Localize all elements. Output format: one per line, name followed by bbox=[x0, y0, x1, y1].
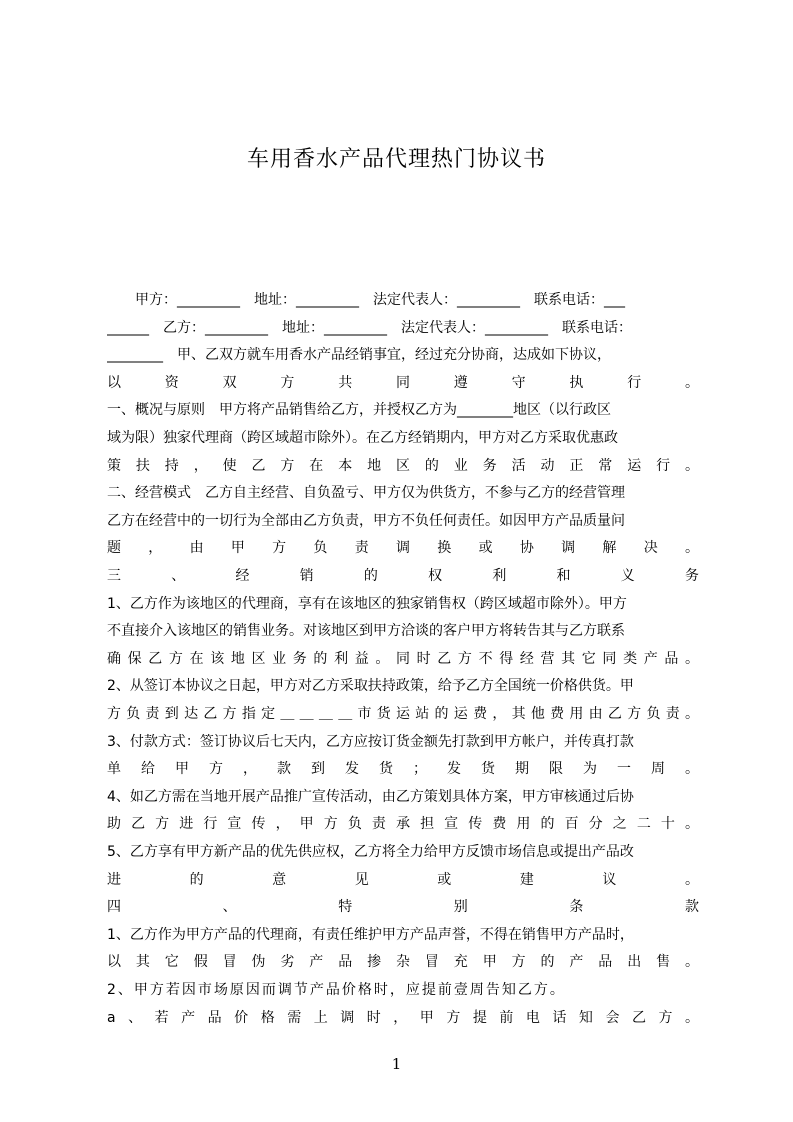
body-line: 5、乙方享有甲方新产品的优先供应权，乙方将全力给甲方反馈市场信息或提出产品改 bbox=[107, 844, 634, 860]
body-line: 一、概况与原则 甲方将产品销售给乙方，并授权乙方为________地区（以行政区 bbox=[107, 402, 611, 419]
body-line: 确保乙方在该地区业务的利益。同时乙方不得经营其它同类产品。 bbox=[107, 650, 699, 667]
body-line: 2、甲方若因市场原因而调节产品价格时，应提前壹周告知乙方。 bbox=[107, 982, 566, 998]
page-number: 1 bbox=[391, 1055, 402, 1073]
body-line: 四、特别条款 bbox=[107, 899, 699, 916]
body-line: 不直接介入该地区的销售业务。对该地区到甲方洽谈的客户甲方将转告其与乙方联系 bbox=[107, 623, 625, 640]
body-line: 以其它假冒伪劣产品掺杂冒充甲方的产品出售。 bbox=[107, 954, 699, 971]
body-line: 方负责到达乙方指定＿＿＿＿市货运站的运费，其他费用由乙方负责。 bbox=[107, 706, 699, 722]
body-line: 乙方在经营中的一切行为全部由乙方负责，甲方不负任何责任。如因甲方产品质量问 bbox=[107, 512, 625, 529]
body-line: 助乙方进行宣传，甲方负责承担宣传费用的百分之二十。 bbox=[107, 816, 699, 833]
body-line: 单给甲方，款到发货；发货期限为一周。 bbox=[107, 761, 699, 778]
body-line: 以资双方共同遵守执行。 bbox=[107, 374, 699, 391]
body-line: ______ 乙方：_________ 地址：_________ 法定代表人：_________ 联系电话： bbox=[107, 319, 632, 336]
body-line: 甲方：_________ 地址：_________ 法定代表人：_________ 联系电话：___ bbox=[107, 292, 625, 308]
body-line: 域为限）独家代理商（跨区域超市除外）。在乙方经销期内，甲方对乙方采取优惠政 bbox=[107, 430, 618, 446]
body-line: 二、经营模式 乙方自主经营、自负盈亏、甲方仅为供货方，不参与乙方的经营管理 bbox=[107, 485, 625, 502]
body-line: 1、乙方作为甲方产品的代理商，有责任维护甲方产品声誉，不得在销售甲方产品时， bbox=[107, 926, 634, 943]
body-line: a、若产品价格需上调时，甲方提前电话知会乙方。 bbox=[107, 1009, 699, 1026]
body-line: 题，由甲方负责调换或协调解决。 bbox=[107, 540, 699, 557]
body-line: 2、从签订本协议之日起，甲方对乙方采取扶持政策，给予乙方全国统一价格供货。甲 bbox=[107, 678, 634, 695]
body-line: ________ 甲、乙双方就车用香水产品经销事宜，经过充分协商，达成如下协议， bbox=[107, 347, 611, 364]
document-title: 车用香水产品代理热门协议书 bbox=[246, 147, 546, 172]
body-line: 策扶持，使乙方在本地区的业务活动正常运行。 bbox=[107, 457, 699, 474]
body-line: 进的意见或建议。 bbox=[107, 871, 699, 888]
body-line: 1、乙方作为该地区的代理商，享有在该地区的独家销售权（跨区域超市除外）。甲方 bbox=[107, 595, 627, 612]
body-line: 三、经销的权利和义务 bbox=[107, 568, 699, 584]
body-line: 4、如乙方需在当地开展产品推广宣传活动，由乙方策划具体方案，甲方审核通过后协 bbox=[107, 788, 634, 805]
body-line: 3、付款方式：签订协议后七天内，乙方应按订货金额先打款到甲方帐户，并传真打款 bbox=[107, 733, 634, 750]
